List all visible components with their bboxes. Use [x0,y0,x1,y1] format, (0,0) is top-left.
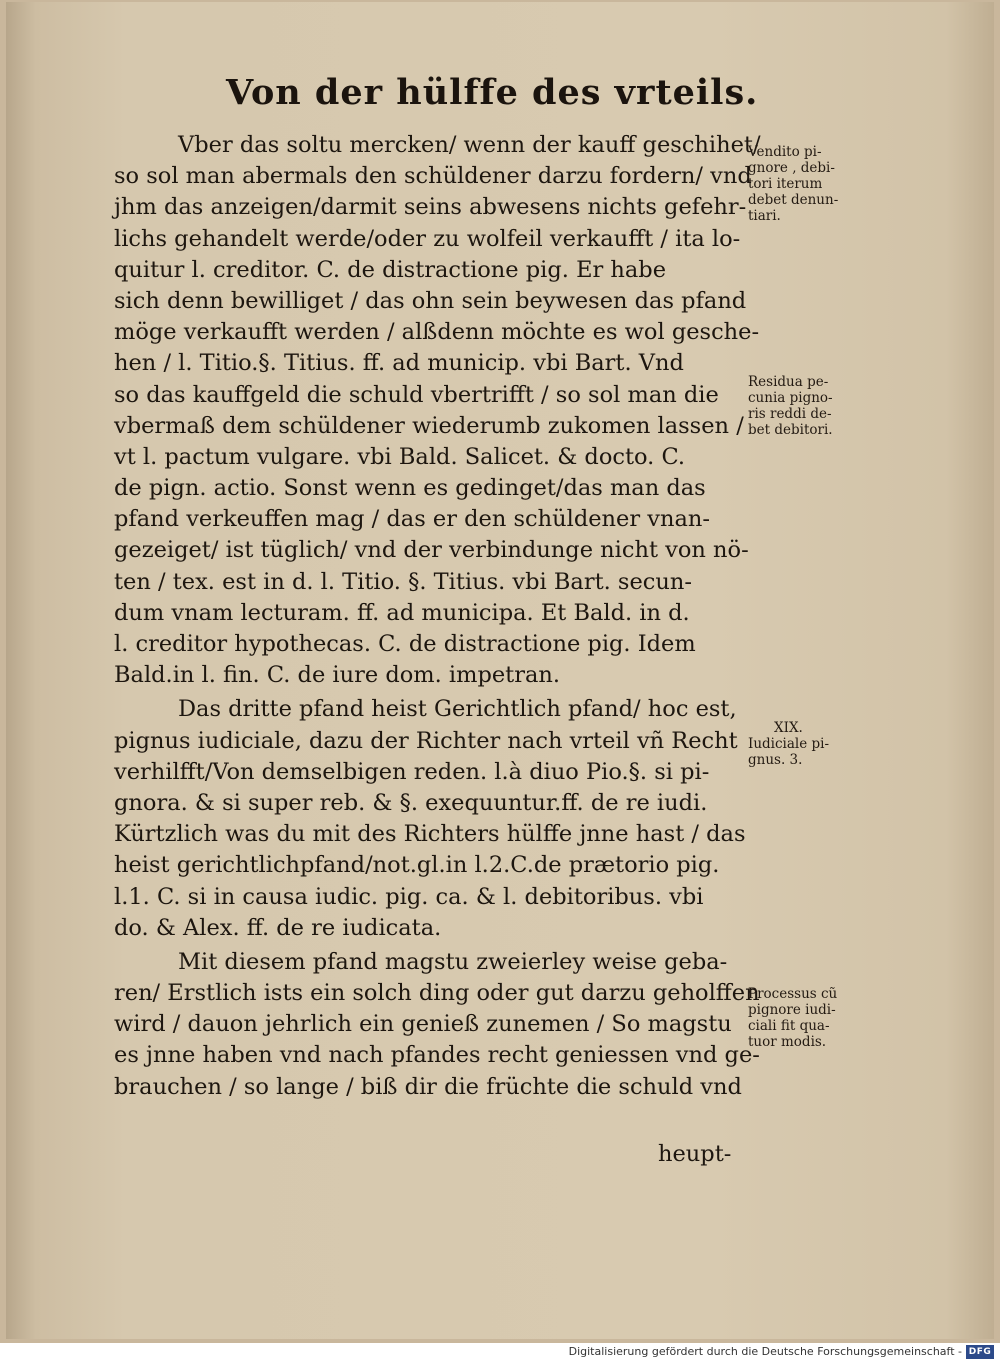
marginal-line: Processus cũ [748,986,838,1002]
marginal-note [748,986,878,1050]
marginal-note [748,374,878,438]
text-line: vt l. pactum vulgare. vbi Bald. Salicet. & docto. C. [114,443,686,470]
text-line: ren/ Erstlich ists ein solch ding oder gut darzu geholffen [114,980,760,1007]
marginal-line: cunia pigno- [748,390,833,406]
text-line: vbermaß dem schüldener wiederumb zukomen lassen / [114,412,744,439]
text-line: gezeiget/ ist tüglich/ vnd der verbindunge nicht von nö- [114,537,749,564]
text-line: sich denn bewilliget / das ohn sein beywesen das pfand [114,287,747,314]
marginal-line: ciali fit qua- [748,1018,830,1034]
text-line: Kürtzlich was du mit des Richters hülffe jnne hast / das [114,821,746,848]
marginal-line: gnore , debi- [748,160,835,176]
book-page [6,2,994,1339]
text-line: so das kauffgeld die schuld vbertrifft / so sol man die [114,381,719,408]
text-line: l.1. C. si in causa iudic. pig. ca. & l. debitoribus. vbi [114,883,704,910]
text-line: dum vnam lecturam. ff. ad municipa. Et Bald. in d. [114,599,690,626]
text-line: Bald.in l. fin. C. de iure dom. impetran. [114,662,561,689]
text-line: heist gerichtlichpfand/not.gl.in l.2.C.de prætorio pig. [114,852,720,879]
text-line: brauchen / so lange / biß dir die früchte die schuld vnd [114,1073,742,1100]
text-line: möge verkaufft werden / alßdenn möchte es wol gesche- [114,319,760,346]
text-line: gnora. & si super reb. & §. exequuntur.ff. de re iudi. [114,789,708,816]
marginal-line: Residua pe- [748,374,829,390]
text-line: l. creditor hypothecas. C. de distractione pig. Idem [114,631,696,657]
text-line: verhilfft/Von demselbigen reden. l.à diuo Pio.§. si pi- [114,758,710,785]
marginal-line: tori iterum [748,176,823,192]
text-line: es jnne haben vnd nach pfandes recht geniessen vnd ge- [114,1042,760,1069]
marginal-line: pignore iudi- [748,1002,836,1018]
text-line: ten / tex. est in d. l. Titio. §. Titius. vbi Bart. secun- [114,568,692,595]
marginal-line: Vendito pi- [748,144,822,160]
footer-credit: Digitalisierung gefördert durch die Deutsche Forschungsgemeinschaft - [568,1345,962,1358]
text-line: de pign. actio. Sonst wenn es gedinget/das man das [114,475,706,502]
text-line: pignus iudiciale, dazu der Richter nach vrteil vñ Recht [114,727,738,754]
marginal-line: debet denun- [748,192,839,208]
text-line: Mit diesem pfand magstu zweierley weise geba- [178,948,728,975]
text-line: Das dritte pfand heist Gerichtlich pfand/ hoc est, [178,696,737,723]
text-line: quitur l. creditor. C. de distractione pig. Er habe [114,256,667,283]
text-line: so sol man abermals den schüldener darzu fordern/ vnd [114,163,752,190]
text-line: pfand verkeuffen mag / das er den schüldener vnan- [114,506,710,533]
marginal-note [748,720,878,768]
marginal-line: gnus. 3. [748,752,803,768]
marginal-line: Iudiciale pi- [748,736,830,752]
footer-bar [0,1343,1000,1361]
text-line: Vber das soltu mercken/ wenn der kauff geschihet/ [178,132,761,158]
marginal-line: tiari. [748,208,781,224]
page-title: Von der hülffe des vrteils. [226,72,759,113]
marginal-line: bet debitori. [748,422,833,438]
marginal-line: ris reddi de- [748,406,832,422]
marginal-note [748,144,878,224]
body-text [114,130,761,1103]
text-line: hen / l. Titio.§. Titius. ff. ad municip. vbi Bart. Vnd [114,350,684,377]
catchword: heupt- [658,1141,732,1167]
text-line: jhm das anzeigen/darmit seins abwesens nichts gefehr- [114,194,747,221]
marginal-line: XIX. [774,720,803,736]
marginal-line: tuor modis. [748,1034,827,1050]
text-line: lichs gehandelt werde/oder zu wolfeil verkaufft / ita lo- [114,225,741,252]
text-line: wird / dauon jehrlich ein genieß zunemen / So magstu [114,1011,732,1038]
dfg-logo: DFG [966,1345,994,1359]
text-line: do. & Alex. ff. de re iudicata. [114,914,442,941]
